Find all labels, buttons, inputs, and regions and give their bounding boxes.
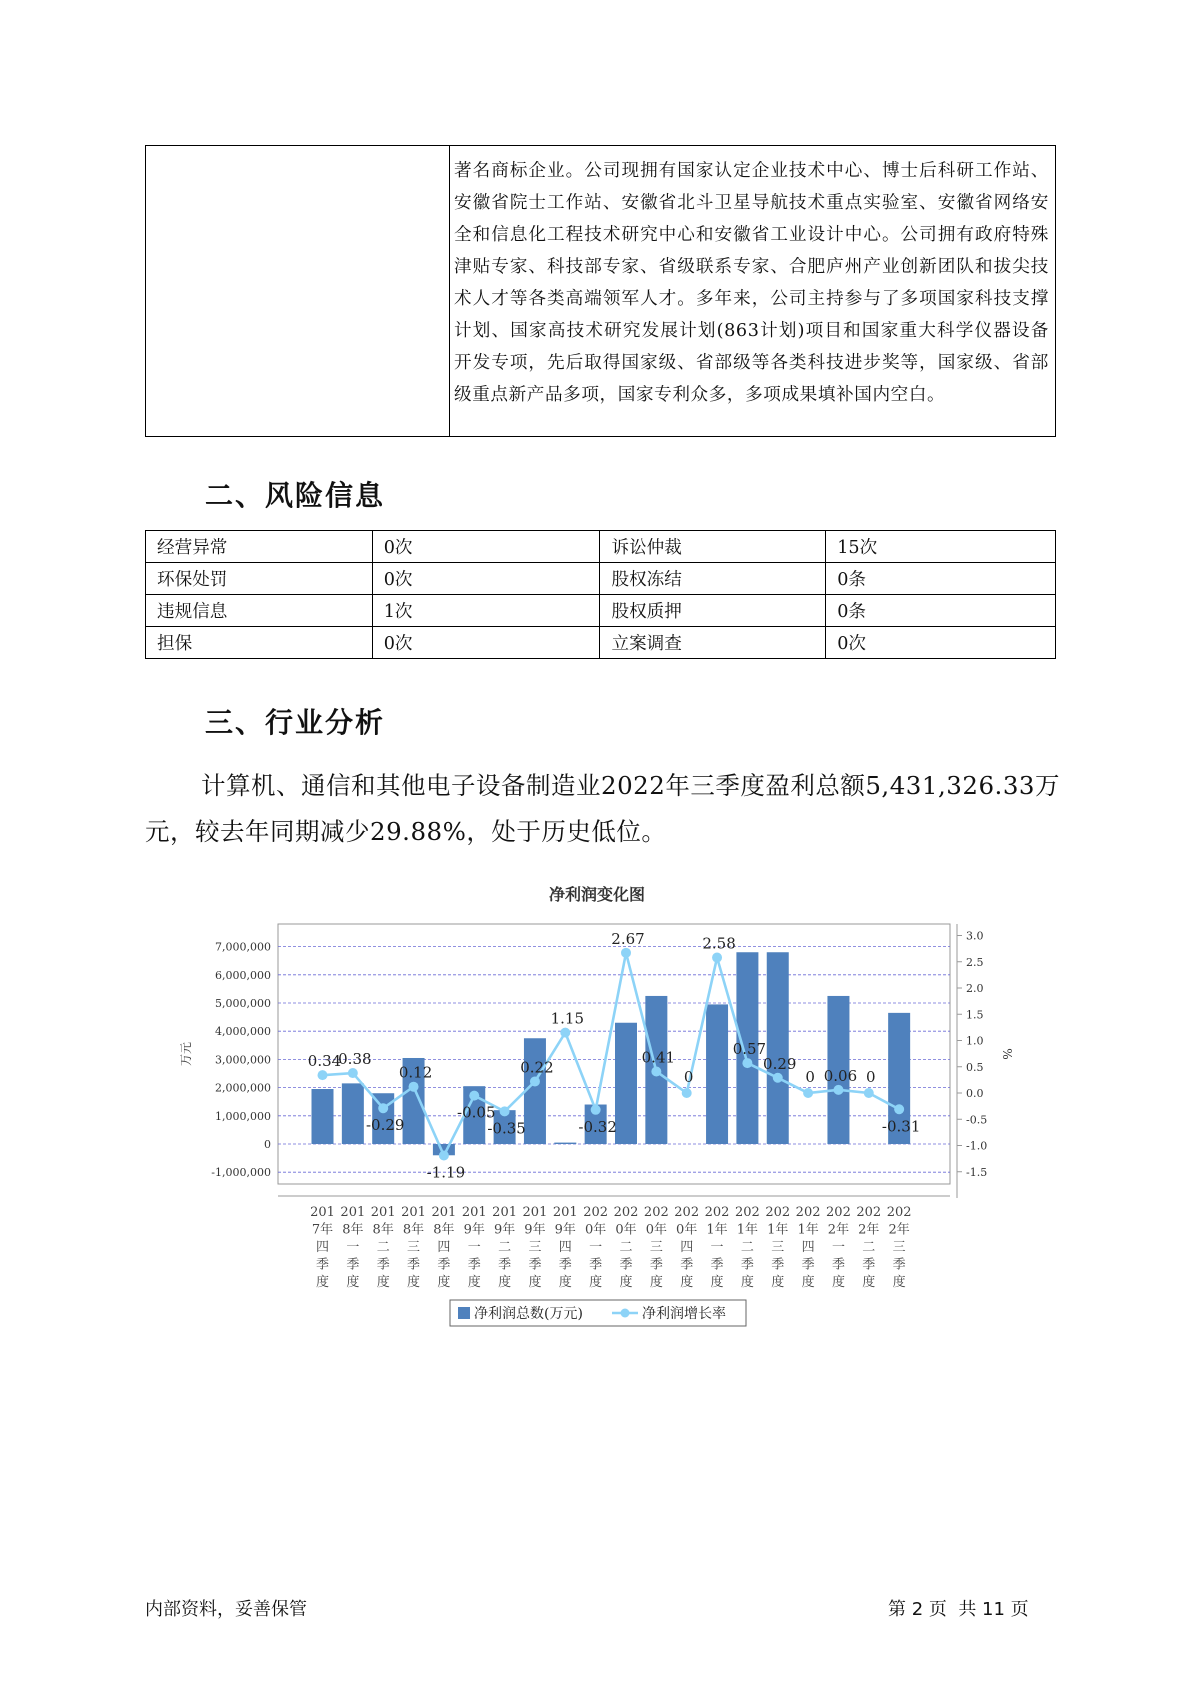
growth-rate-point	[500, 1106, 510, 1116]
y-axis-title: 万元	[179, 1041, 193, 1067]
risk-label: 立案调查	[600, 627, 826, 659]
industry-section-heading: 三、行业分析	[205, 706, 386, 739]
legend-line-marker	[621, 1309, 630, 1318]
y-tick-label: 2,000,000	[215, 1081, 271, 1095]
company-profile-table	[145, 145, 1056, 437]
table-row	[146, 627, 1056, 659]
risk-value: 15次	[826, 531, 1056, 563]
data-label: -0.05	[457, 1103, 496, 1122]
x-tick-label: 201 9年四季度	[552, 1205, 578, 1290]
risk-value: 0条	[826, 563, 1056, 595]
bar	[767, 952, 789, 1144]
x-tick-label: 202 0年一季度	[583, 1205, 609, 1290]
growth-rate-point	[378, 1103, 388, 1113]
x-tick-label: 202 2年二季度	[856, 1205, 882, 1290]
growth-rate-point	[742, 1058, 752, 1068]
x-tick-label: 201 7年四季度	[310, 1205, 335, 1290]
data-label: -0.35	[487, 1119, 526, 1138]
x-tick-label: 201 9年二季度	[492, 1205, 518, 1290]
chart-svg	[0, 870, 1191, 1340]
legend-line-label: 净利润增长率	[642, 1306, 726, 1322]
y2-tick-label: -1.5	[966, 1165, 988, 1179]
x-tick-label: 202 1年一季度	[704, 1205, 730, 1290]
risk-label: 股权冻结	[600, 563, 826, 595]
data-label: -0.32	[578, 1117, 617, 1136]
x-tick-label: 202 0年三季度	[643, 1205, 669, 1290]
y2-tick-label: 2.0	[966, 982, 984, 995]
industry-paragraph: 计算机、通信和其他电子设备制造业2022年三季度盈利总额5,431,326.33万元，较去年同期减少29.88%，处于历史低位。	[145, 771, 1061, 846]
table-row	[146, 595, 1056, 627]
y2-tick-label: 0.5	[966, 1060, 984, 1074]
y-tick-label: 5,000,000	[215, 997, 271, 1010]
y2-tick-label: -0.5	[966, 1113, 988, 1127]
growth-rate-point	[833, 1085, 843, 1095]
y-tick-label: 4,000,000	[215, 1025, 271, 1039]
x-tick-label: 201 8年一季度	[340, 1205, 366, 1290]
legend-bar-label: 净利润总数(万元)	[474, 1306, 583, 1322]
x-tick-label: 202 0年二季度	[613, 1205, 639, 1290]
y2-tick-label: 0.0	[966, 1087, 984, 1100]
x-tick-label: 201 9年一季度	[461, 1205, 487, 1290]
y2-tick-label: 1.5	[966, 1008, 984, 1022]
data-label: -1.19	[426, 1163, 466, 1182]
growth-rate-point	[651, 1066, 661, 1076]
y2-axis-title: %	[1000, 1048, 1014, 1060]
y-tick-label: -1,000,000	[211, 1166, 271, 1180]
risk-label: 诉讼仲裁	[600, 531, 826, 563]
net-profit-chart	[0, 870, 1191, 1340]
y-tick-label: 0	[264, 1138, 271, 1151]
growth-rate-point	[409, 1082, 419, 1092]
x-tick-label: 202 2年三季度	[886, 1205, 912, 1290]
company-profile-text: 著名商标企业。公司现拥有国家认定企业技术中心、博士后科研工作站、安徽省院士工作站、安徽省北斗卫星导航技术重点实验室、安徽省网络安全和信息化工程技术研究中心和安徽省工业设计中心。公司拥有政府特殊津贴专家、科技部专家、省级联系专家、合肥庐州产业创新团队和拔尖技术人才等各类高端领军人才。多年来，公司主持参与了多项国家科技支撑计划、国家高技术研究发展计划(863计划)项目和国家重大科学仪器设备开发专项，先后取得国家级、省部级等各类科技进步奖等，国家级、省部级重点新产品多项，国家专利众多，多项成果填补国内空白。	[454, 161, 1049, 405]
page-number: 第 2 页 共 11 页	[888, 1599, 1029, 1620]
growth-rate-point	[348, 1068, 358, 1078]
y-tick-label: 7,000,000	[215, 940, 271, 954]
footer-confidential-note: 内部资料，妥善保管	[145, 1599, 307, 1620]
bar	[342, 1083, 364, 1144]
risk-info-table	[145, 530, 1056, 659]
growth-rate-point	[621, 948, 631, 958]
data-label: 2.67	[611, 929, 645, 948]
table-row	[146, 563, 1056, 595]
bar	[554, 1143, 576, 1144]
growth-rate-point	[864, 1088, 874, 1098]
data-label: 0.06	[823, 1066, 858, 1085]
growth-rate-point	[439, 1150, 449, 1160]
risk-label: 经营异常	[146, 531, 373, 563]
data-label: 0	[683, 1068, 694, 1086]
data-label: 0.57	[732, 1040, 767, 1059]
chart-title: 净利润变化图	[548, 885, 646, 904]
bar	[524, 1038, 546, 1144]
x-tick-label: 202 1年二季度	[734, 1205, 760, 1290]
risk-value: 0次	[826, 627, 1056, 659]
table-row	[146, 531, 1056, 563]
profile-label-cell	[146, 146, 450, 436]
y2-tick-label: -1.0	[966, 1139, 988, 1153]
bar	[615, 1023, 637, 1144]
growth-rate-point	[682, 1088, 692, 1098]
risk-value: 0条	[826, 595, 1056, 627]
x-tick-label: 202 2年一季度	[826, 1205, 851, 1290]
risk-section-heading: 二、风险信息	[205, 479, 386, 512]
growth-rate-point	[894, 1104, 904, 1114]
bar	[706, 1004, 728, 1144]
risk-label: 担保	[146, 627, 373, 659]
risk-label: 违规信息	[146, 595, 373, 627]
legend-bar-swatch	[458, 1307, 470, 1319]
growth-rate-point	[773, 1073, 783, 1083]
data-label: 0.22	[520, 1058, 554, 1077]
data-label: 0.38	[338, 1050, 372, 1069]
data-label: 0.34	[307, 1052, 342, 1071]
growth-rate-point	[712, 953, 722, 963]
x-tick-label: 201 9年三季度	[522, 1205, 548, 1290]
growth-rate-point	[591, 1105, 601, 1115]
growth-rate-point	[318, 1070, 328, 1080]
x-tick-label: 202 1年四季度	[795, 1205, 821, 1290]
data-label: 0.12	[398, 1063, 433, 1082]
y2-tick-label: 2.5	[966, 955, 984, 969]
growth-rate-point	[560, 1028, 570, 1038]
data-label: 1.15	[550, 1009, 585, 1028]
y-tick-label: 1,000,000	[215, 1109, 271, 1123]
risk-label: 股权质押	[600, 595, 826, 627]
risk-label: 环保处罚	[146, 563, 373, 595]
y-tick-label: 6,000,000	[215, 968, 271, 982]
y2-tick-label: 1.0	[966, 1034, 984, 1048]
y-tick-label: 3,000,000	[215, 1053, 271, 1067]
y2-tick-label: 3.0	[966, 929, 984, 943]
data-label: 0.41	[641, 1048, 676, 1067]
growth-rate-point	[469, 1091, 479, 1101]
data-label: 2.58	[702, 934, 736, 953]
data-label: -0.29	[365, 1116, 405, 1135]
risk-value: 1次	[372, 595, 600, 627]
data-label: 0.29	[763, 1054, 797, 1073]
data-label: 0	[805, 1068, 815, 1086]
x-tick-label: 201 8年二季度	[370, 1205, 396, 1290]
risk-value: 0次	[372, 531, 600, 563]
data-label: 0	[866, 1068, 876, 1086]
risk-value: 0次	[372, 627, 600, 659]
risk-value: 0次	[372, 563, 600, 595]
growth-rate-point	[803, 1088, 813, 1098]
bar	[312, 1089, 334, 1144]
x-tick-label: 202 0年四季度	[674, 1205, 700, 1290]
x-tick-label: 201 8年三季度	[401, 1205, 426, 1290]
data-label: -0.31	[881, 1117, 921, 1136]
x-tick-label: 202 1年三季度	[765, 1205, 791, 1290]
growth-rate-point	[530, 1076, 540, 1086]
x-tick-label: 201 8年四季度	[431, 1205, 457, 1290]
